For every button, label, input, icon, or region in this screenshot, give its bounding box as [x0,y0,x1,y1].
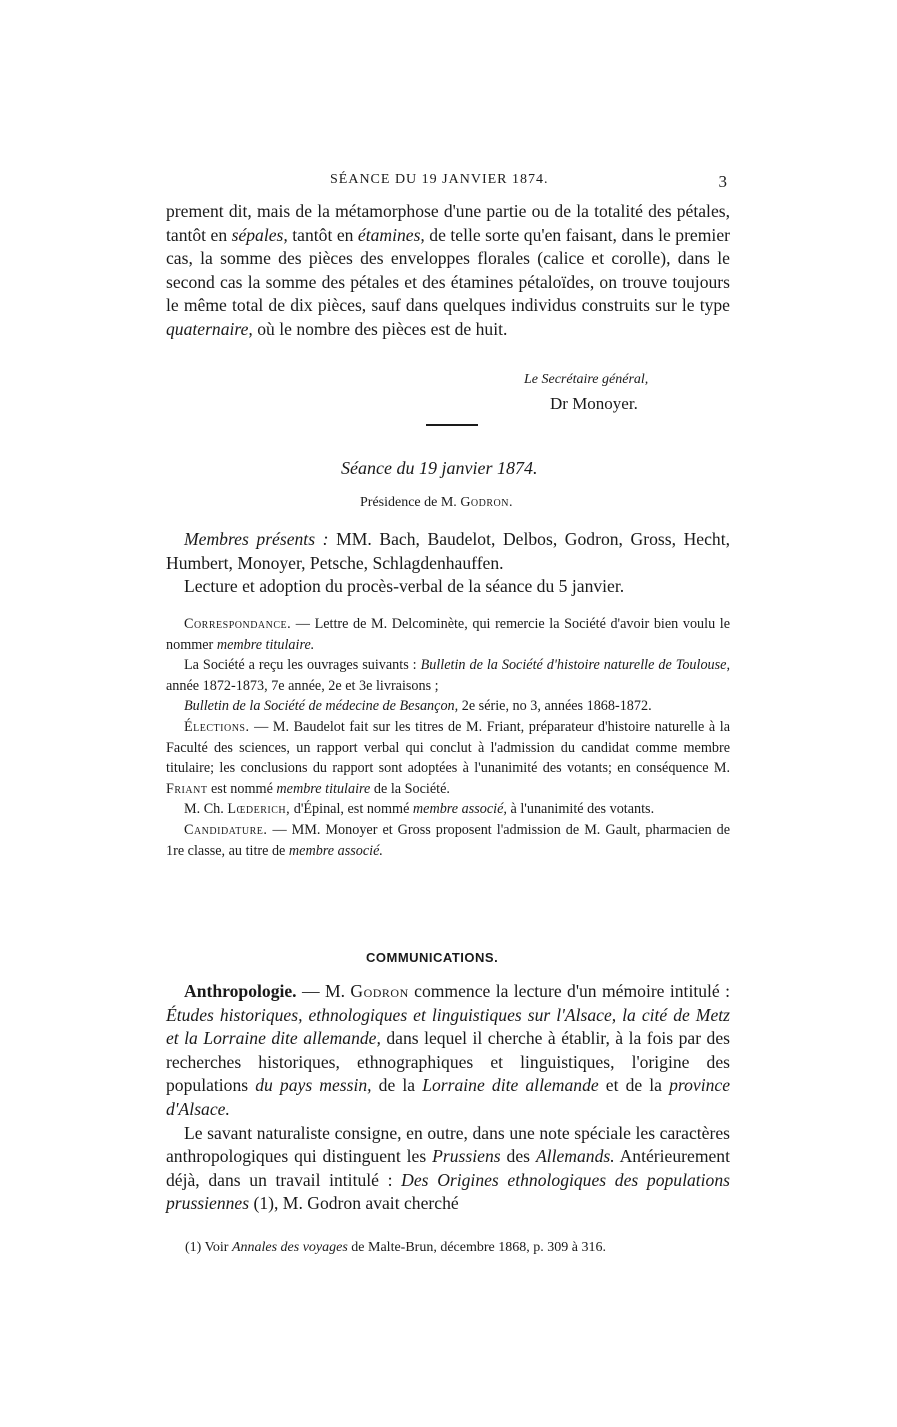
running-head [166,172,730,194]
communications-heading: COMMUNICATIONS. [366,950,499,965]
prussiens-paragraph: Le savant naturaliste consigne, en outre, dans une note spéciale les caractères anthropologiques qui distinguent les Prussiens des Allemands. Antérieurement déjà, dans un travail intitulé : Des Origines ethnologiques des populations prussiennes (1), M. Godron avait cherché [166,1122,730,1214]
session-title: Séance du 19 janvier 1874. [341,458,538,478]
candidature-item: Candidature. — MM. Monoyer et Gross proposent l'admission de M. Gault, pharmacien de 1re classe, au titre de membre associé. [166,821,730,859]
communications-body [166,980,730,1216]
page-number: 3 [718,172,728,191]
elections-item: Élections. — M. Baudelot fait sur les titres de M. Friant, préparateur d'histoire naturelle à la Faculté des sciences, un rapport verbal qui conclut à l'admission du candidat comme membre titulaire; les conclusions du rapport sont adoptées à l'unanimité des votants; en conséquence M. Friant est nommé membre titulaire de la Société. [166,718,730,797]
ouvrages-item-2: Bulletin de la Société de médecine de Besançon, 2e série, no 3, années 1868-1872. [184,698,652,715]
lecture-line: Lecture et adoption du procès-verbal de la séance du 5 janvier. [184,576,625,597]
correspondance-item: Correspondance. — Lettre de M. Delcominète, qui remercie la Société d'avoir bien voulu le nommer membre titulaire. [166,616,730,653]
footnote: (1) Voir Annales des voyages de Malte-Brun, décembre 1868, p. 309 à 316. [185,1240,606,1255]
elections-item-2: M. Ch. Lœderich, d'Épinal, est nommé membre associé, à l'unanimité des votants. [184,801,655,818]
signature-title: Le Secrétaire général, [524,372,649,387]
anthropologie-paragraph: Anthropologie. — M. Godron commence la lecture d'un mémoire intitulé : Études historiques, ethnologiques et linguistiques sur l'Alsace, la cité de Metz et la Lorraine dite allemande, dans lequel il cherche à établir, à la fois par des recherches historiques, ethnographiques et linguistiques, l'origine des populations du pays messin, de la Lorraine dite allemande et de la province d'Alsace. [166,981,731,1119]
section-divider [426,424,478,426]
minutes-block [166,614,730,861]
running-head-title: SÉANCE DU 19 JANVIER 1874. [330,172,549,187]
members-label: Membres présents : [184,529,329,549]
members-paragraph: Membres présents : MM. Bach, Baudelot, Delbos, Godron, Gross, Hecht, Humbert, Monoyer, Petsche, Schlagdenhauffen. Lecture et adoption du procès-verbal de la séance du 5 janvier. [166,528,730,599]
presidence-line: Présidence de M. Godron. [360,495,513,510]
signature-name: Dr Monoyer. [550,394,638,413]
continuation-paragraph: prement dit, mais de la métamorphose d'une partie ou de la totalité des pétales, tantôt en sépales, tantôt en étamines, de telle sorte qu'en faisant, dans le premier cas, la somme des pièces des enveloppes florales (calice et corolle), dans le second cas la somme des pétales et des étamines pétaloïdes, on trouve toujours le même total de dix pièces, sauf dans quelques individus construits sur le type quaternaire, où le nombre des pièces est de huit. [166,201,730,339]
ouvrages-item: La Société a reçu les ouvrages suivants : Bulletin de la Société d'histoire naturelle de Toulouse, année 1872-1873, 7e année, 2e et 3e livraisons ; [166,657,730,694]
